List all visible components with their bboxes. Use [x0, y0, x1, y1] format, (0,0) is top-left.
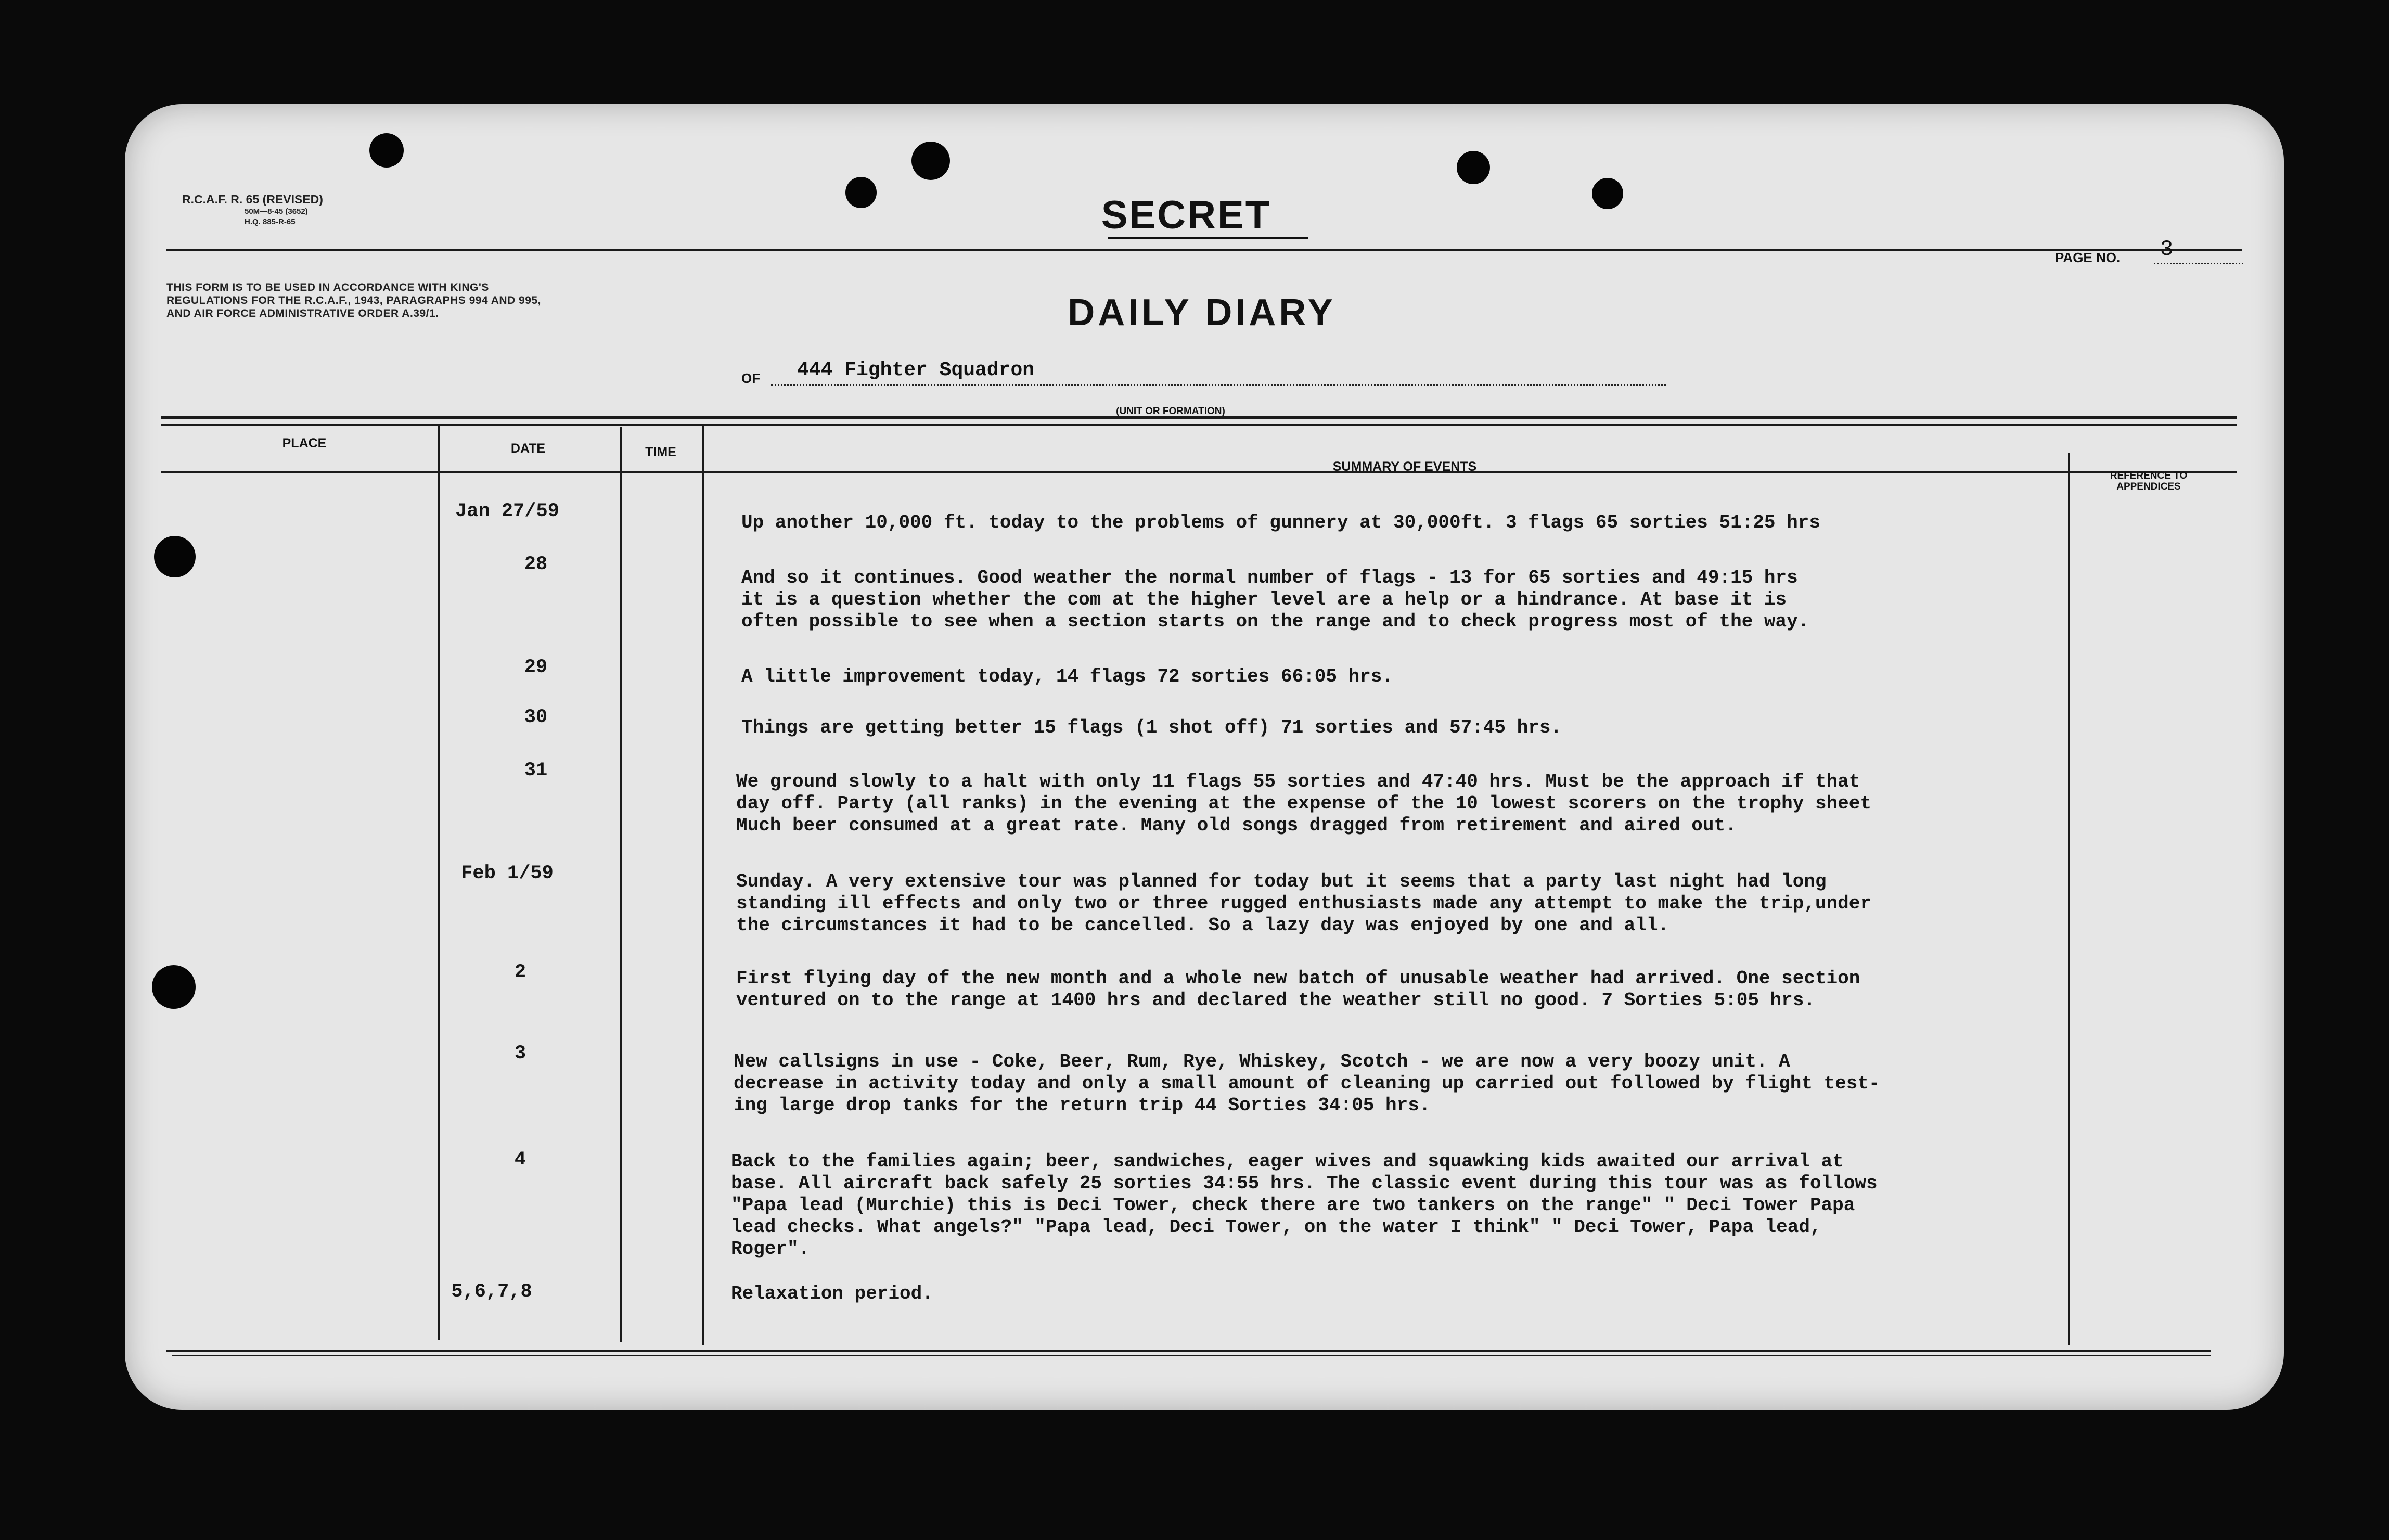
- entry-summary: [736, 968, 1860, 1011]
- unit-caption: (UNIT OR FORMATION): [1116, 406, 1225, 417]
- summary-line: it is a question whether the com at the higher level are a help or a hindrance. At base it is: [741, 589, 1787, 610]
- column-header-time: TIME: [645, 445, 676, 459]
- summary-line: Sunday. A very extensive tour was planned for today but it seems that a party last night had long: [736, 871, 1827, 892]
- summary-line: the circumstances it had to be cancelled. So a lazy day was enjoyed by one and all.: [736, 915, 1669, 936]
- summary-line: We ground slowly to a halt with only 11 flags 55 sorties and 47:40 hrs. Must be the approach if that: [736, 771, 1860, 792]
- summary-line: And so it continues. Good weather the normal number of flags - 13 for 65 sorties and 49:15 hrs: [741, 567, 1798, 588]
- entry-date: 30: [524, 707, 548, 728]
- form-code-print-run: 50M—8-45 (3652): [245, 207, 308, 216]
- summary-line: ing large drop tanks for the return trip 44 Sorties 34:05 hrs.: [734, 1095, 1431, 1116]
- entry-date: 4: [514, 1149, 526, 1171]
- form-code-hq: H.Q. 885-R-65: [245, 217, 296, 226]
- form-code: [182, 192, 323, 227]
- summary-line: Relaxation period.: [731, 1283, 933, 1304]
- entry-date: Feb 1/59: [461, 863, 554, 884]
- punch-hole: [152, 965, 196, 1009]
- summary-line: often possible to see when a section starts on the range and to check progress most of the way.: [741, 611, 1809, 632]
- column-header-summary: SUMMARY OF EVENTS: [1332, 459, 1477, 474]
- summary-line: Roger".: [731, 1238, 810, 1260]
- entry-summary: [734, 1051, 1880, 1116]
- column-divider-summary-reference: [2068, 453, 2070, 1345]
- entry-summary: [731, 1151, 1878, 1260]
- entry-summary: [736, 871, 1871, 936]
- unit-name: 444 Fighter Squadron: [771, 359, 1666, 386]
- entry-date: 3: [514, 1043, 526, 1064]
- entry-date: 28: [524, 554, 548, 575]
- entry-summary: [731, 1283, 933, 1305]
- entry-date: Jan 27/59: [455, 500, 559, 522]
- regulation-note: THIS FORM IS TO BE USED IN ACCORDANCE WITH KING'S REGULATIONS FOR THE R.C.A.F., 1943, PARAGRAPHS 994 AND 995, AND AIR FORCE ADMINISTRATIVE ORDER A.39/1.: [166, 281, 541, 319]
- table-header-rule: [161, 424, 2237, 426]
- summary-line: standing ill effects and only two or three rugged enthusiasts made any attempt to make the trip,under: [736, 893, 1871, 914]
- entry-date: 29: [524, 657, 548, 678]
- punch-hole: [1592, 178, 1623, 209]
- entry-summary: [741, 512, 1820, 534]
- entry-date: 5,6,7,8: [451, 1281, 532, 1303]
- form-code-main: R.C.A.F. R. 65 (REVISED): [182, 192, 323, 206]
- summary-line: First flying day of the new month and a whole new batch of unusable weather had arrived. One section: [736, 968, 1860, 989]
- punch-hole: [845, 177, 877, 208]
- entry-summary: [741, 666, 1393, 688]
- punch-hole: [154, 536, 196, 578]
- column-divider-time-summary: [702, 424, 704, 1345]
- entry-date: 31: [524, 760, 548, 781]
- summary-line: base. All aircraft back safely 25 sorties 34:55 hrs. The classic event during this tour was as follows: [731, 1173, 1878, 1194]
- summary-line: Much beer consumed at a great rate. Many old songs dragged from retirement and aired out.: [736, 815, 1737, 836]
- entry-date: 2: [514, 961, 526, 983]
- punch-hole: [369, 133, 404, 168]
- entry-summary: [741, 717, 1562, 739]
- page-number-value: 3: [2154, 237, 2243, 264]
- column-divider-date-time: [620, 427, 622, 1342]
- punch-hole: [1457, 151, 1490, 184]
- header-rule: [166, 249, 2242, 251]
- summary-line: day off. Party (all ranks) in the evening at the expense of the 10 lowest scorers on the trophy sheet: [736, 793, 1871, 814]
- column-header-reference: REFERENCE TO APPENDICES: [2110, 470, 2188, 492]
- summary-line: lead checks. What angels?" "Papa lead, Deci Tower, on the water I think" " Deci Tower, Papa lead,: [731, 1216, 1821, 1238]
- entry-summary: [741, 567, 1809, 633]
- summary-line: Back to the families again; beer, sandwiches, eager wives and squawking kids awaited our arrival at: [731, 1151, 1844, 1172]
- table-bottom-rule: [166, 1350, 2211, 1352]
- classification-underline: [1108, 237, 1308, 239]
- table-bottom-rule-2: [172, 1355, 2211, 1356]
- classification-stamp: SECRET: [1101, 193, 1271, 237]
- summary-line: Up another 10,000 ft. today to the problems of gunnery at 30,000ft. 3 flags 65 sorties 51:25 hrs: [741, 512, 1820, 533]
- unit-of-label: OF: [741, 370, 761, 386]
- table-top-rule: [161, 416, 2237, 419]
- summary-line: New callsigns in use - Coke, Beer, Rum, Rye, Whiskey, Scotch - we are now a very boozy unit. A: [734, 1051, 1790, 1072]
- summary-line: Things are getting better 15 flags (1 shot off) 71 sorties and 57:45 hrs.: [741, 717, 1562, 738]
- column-header-date: DATE: [510, 441, 546, 456]
- summary-line: ventured on to the range at 1400 hrs and declared the weather still no good. 7 Sorties 5:05 hrs.: [736, 990, 1815, 1011]
- page-number-label: PAGE NO.: [2055, 250, 2121, 265]
- summary-line: "Papa lead (Murchie) this is Deci Tower, check there are two tankers on the range" " Deci Tower Papa: [731, 1195, 1855, 1216]
- summary-line: A little improvement today, 14 flags 72 sorties 66:05 hrs.: [741, 666, 1394, 687]
- page-title: DAILY DIARY: [1068, 292, 1336, 333]
- entry-summary: [736, 771, 1871, 837]
- summary-line: decrease in activity today and only a small amount of cleaning up carried out followed by flight test-: [734, 1073, 1880, 1094]
- column-header-place: PLACE: [282, 436, 327, 451]
- punch-hole: [911, 142, 950, 180]
